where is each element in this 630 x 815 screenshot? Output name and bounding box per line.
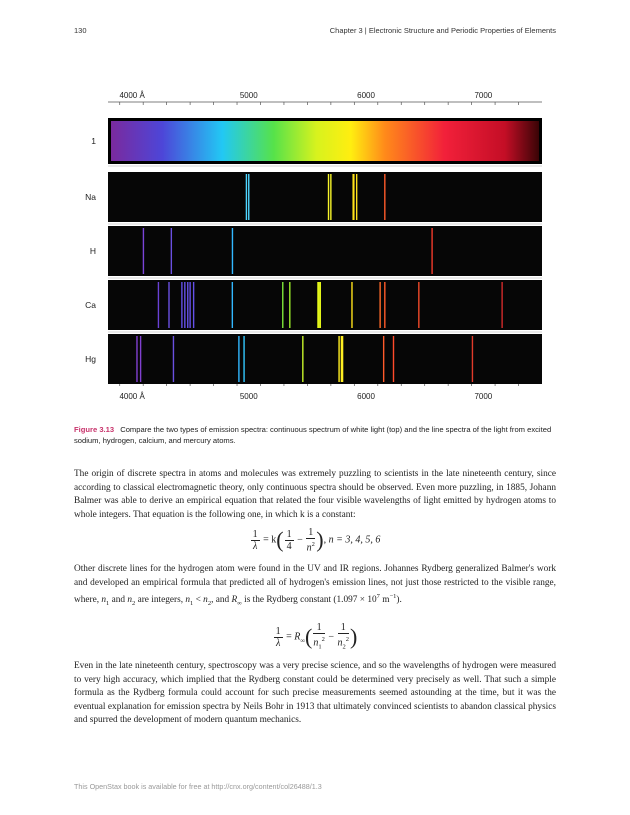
emission-line — [243, 336, 244, 382]
emission-line — [232, 228, 233, 274]
bottom-tick-label: 5000 — [239, 392, 258, 401]
emission-line — [328, 174, 329, 220]
emission-line — [136, 336, 137, 382]
emission-line — [501, 282, 502, 328]
emission-line — [193, 282, 194, 328]
emission-line — [248, 174, 249, 220]
emission-line — [383, 336, 384, 382]
emission-line — [181, 282, 182, 328]
emission-line — [384, 282, 385, 328]
emission-line — [320, 282, 321, 328]
bottom-tick-label: 7000 — [474, 392, 493, 401]
spectrum-row-na — [85, 172, 542, 224]
emission-line — [184, 282, 185, 328]
spectrum-row-ca — [85, 280, 542, 332]
spectrum-row-hg — [85, 334, 542, 384]
emission-line — [168, 282, 169, 328]
top-axis — [108, 91, 542, 105]
emission-line — [351, 282, 352, 328]
emission-line — [232, 282, 233, 328]
emission-line — [384, 174, 385, 220]
emission-line — [342, 336, 343, 382]
spectrum-row-label: Na — [85, 192, 96, 202]
running-header: Chapter 3 | Electronic Structure and Periodic Properties of Elements — [329, 26, 556, 35]
continuous-spectrum-band — [111, 121, 539, 161]
emission-line — [187, 282, 188, 328]
line-spectrum-band — [108, 280, 542, 330]
figure-label: Figure 3.13 — [74, 425, 115, 434]
emission-line — [302, 336, 303, 382]
emission-line — [189, 282, 190, 328]
spectrum-row-label: Hg — [85, 354, 96, 364]
emission-line — [431, 228, 432, 274]
emission-line — [282, 282, 283, 328]
line-spectrum-band — [108, 226, 542, 276]
figure-caption — [74, 424, 558, 446]
emission-line — [472, 336, 473, 382]
emission-line — [289, 282, 290, 328]
spectrum-row-label: 1 — [91, 136, 96, 146]
rydberg-equation: $\frac{1}{\lambda}$ = $R_\infty$( $\frac{1}{n_1^2}$ − $\frac{1}{n_2^2}$ ) — [275, 622, 358, 651]
emission-line — [330, 174, 331, 220]
spectra-rows — [85, 118, 542, 384]
top-tick-label: 5000 — [239, 91, 258, 100]
spectrum-row-1 — [91, 118, 542, 166]
emission-line — [379, 282, 380, 328]
bottom-tick-label: 4000 Å — [119, 392, 145, 401]
emission-line — [246, 174, 247, 220]
spectrum-row-label: H — [89, 246, 96, 256]
line-spectrum-band — [108, 172, 542, 222]
emission-line — [173, 336, 174, 382]
emission-line — [171, 228, 172, 274]
figure-caption-text: Compare the two types of emission spectra: continuous spectrum of white light (top) and the line spectra of the light from excited sodium, hydrogen, calcium, and mercury atoms. — [74, 425, 552, 445]
top-tick-label: 4000 Å — [119, 91, 145, 100]
emission-line — [356, 174, 357, 220]
bottom-tick-label: 6000 — [357, 392, 375, 401]
emission-line — [143, 228, 144, 274]
emission-spectra-figure — [70, 84, 560, 414]
spectrum-row-h — [90, 226, 542, 278]
emission-line — [393, 336, 394, 382]
paragraph-2: Other discrete lines for the hydrogen atom were found in the UV and IR regions. Johannes Rydberg generalized Balmer's work and developed an empirical formula that predicted all of hydrogen's emission lines, not just those restricted to the visible range, where, $n_1$ and $n_2$ are integers, $n_1 < n_2$, and $R_\infty$ is the Rydberg constant ($1.097 \times 10^7$ $m^{-1}$). — [74, 564, 556, 607]
emission-line — [418, 282, 419, 328]
emission-line — [158, 282, 159, 328]
paragraph-1: The origin of discrete spectra in atoms and molecules was extremely puzzling to scientists in the late nineteenth century, since according to classical electromagnetic theory, only continuous spectra should be observed. Even more puzzling, in 1885, Johann Balmer was able to derive an empirical equation that related the four visible wavelengths of light emitted by hydrogen atoms to whole integers. That equation is the following one, in which k is a constant: — [74, 469, 556, 520]
emission-line — [338, 336, 339, 382]
top-tick-label: 6000 — [357, 91, 375, 100]
balmer-equation: $\frac{1}{\lambda}$ = k( $\frac{1}{4}$ − $\frac{1}{n^2}$ ), n = 3, 4, 5, 6 — [252, 527, 381, 554]
emission-line — [140, 336, 141, 382]
bottom-axis — [108, 383, 542, 401]
emission-line — [353, 174, 354, 220]
paragraph-3: Even in the late nineteenth century, spectroscopy was a very precise science, and so the wavelengths of hydrogen were measured to very high accuracy, which implied that the Rydberg constant could be determined very precisely as well. That such a simple formula as the Rydberg formula could account for such precise measurements seemed astounding at the time, but it was the eventual explanation for emission spectra by Neils Bohr in 1913 that ultimately convinced scientists to abandon classical physics and spurred the development of modern quantum mechanics. — [74, 661, 556, 725]
spectrum-row-label: Ca — [85, 300, 96, 310]
footer-note: This OpenStax book is available for free at http://cnx.org/content/col26488/1.3 — [74, 782, 322, 791]
emission-line — [238, 336, 239, 382]
top-tick-label: 7000 — [474, 91, 493, 100]
page-number: 130 — [74, 26, 87, 35]
